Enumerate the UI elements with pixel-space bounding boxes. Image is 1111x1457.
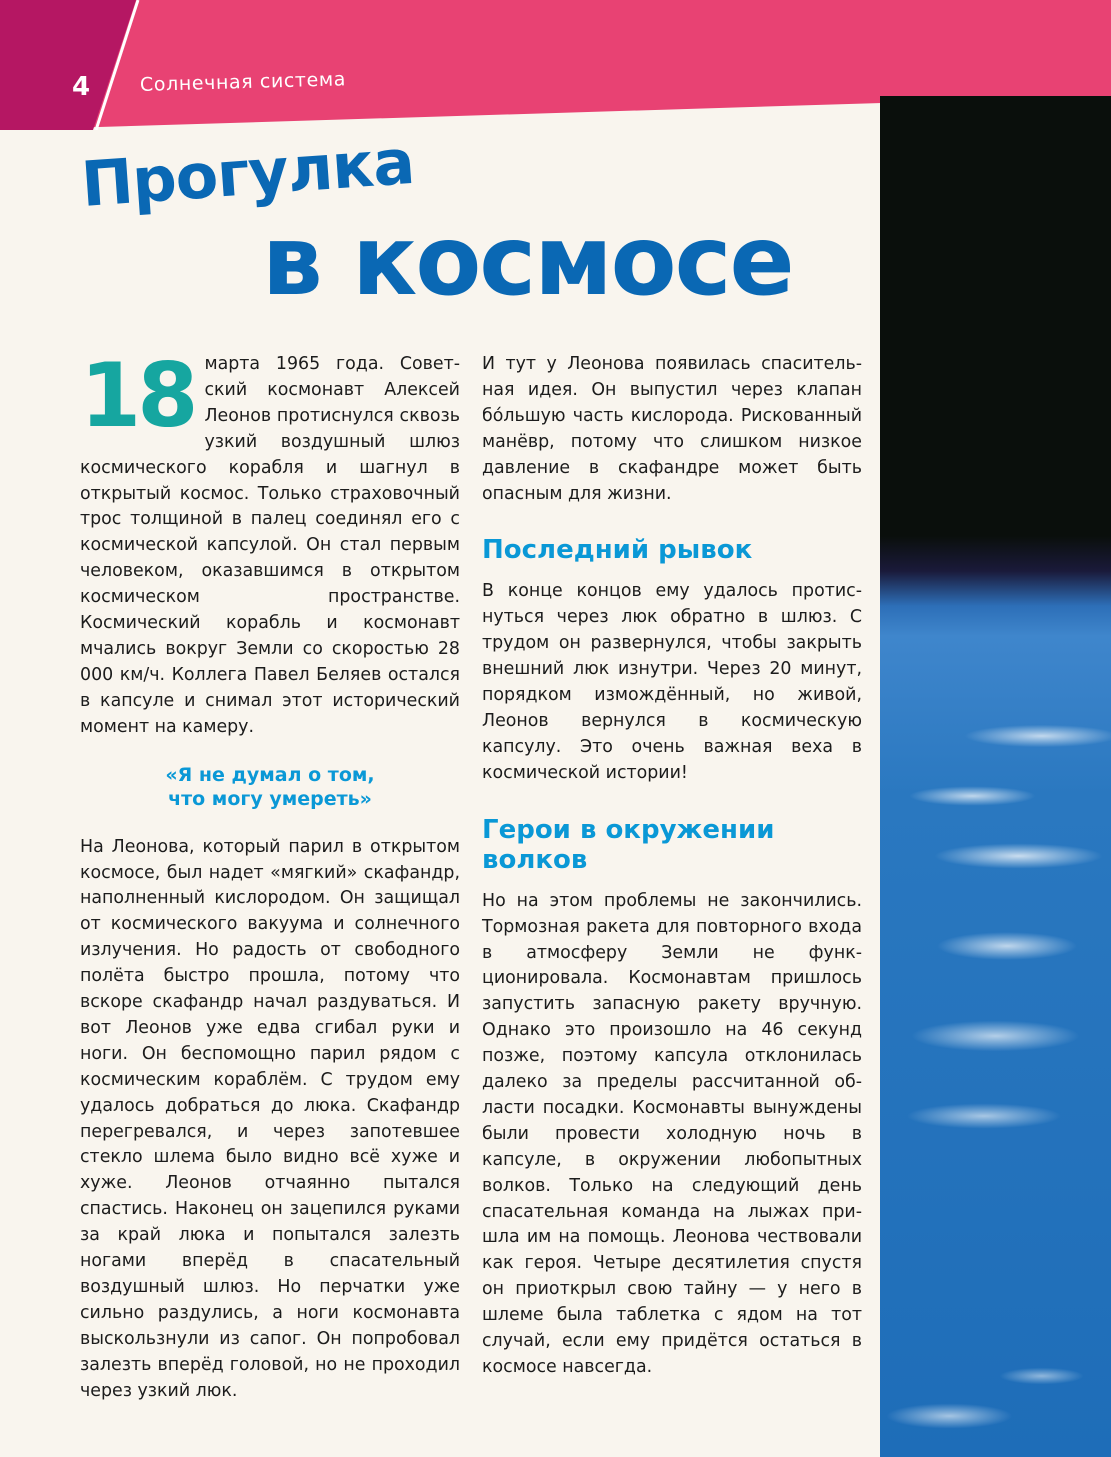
right-column <box>482 352 862 1381</box>
dropcap-number: 18 <box>80 344 195 447</box>
left-column <box>80 344 460 1405</box>
pull-quote <box>80 763 460 811</box>
body-paragraph: На Леонова, который парил в открытом космосе, был надет «мягкий» скафандр, наполненный кислородом. Он защищал от космического вакуума и солнечного излучения. Но радость от свободного полёта быстро прошла, потому что вскоре скафандр начал раздуваться. И вот Леонов уже едва сгибал руки и ноги. Он беспомощно парил рядом с космическим кораблём. С трудом ему удалось добраться до люка. Скафандр перегревался, и через запотевшее стекло шлема было видно всё хуже и хуже. Леонов отчаянно пытался спастись. Наконец он зацепился руками за край люка и попытался залезть ногами вперёд в спасательный воздушный шлюз. Но перчатки уже сильно раздулись, а ноги космонавта выскользнули из сапог. Он попробовал залезть вперёд головой, но не проходил через узкий люк. <box>80 836 460 1401</box>
paragraph-idea: И тут у Леонова появилась спасительная идея. Он выпустил через клапан бóльшую часть кислорода. Рискованный манёвр, потому что слишком низкое давление в скафандре может быть опасным для жизни. <box>482 354 862 504</box>
page-number: 4 <box>72 72 91 102</box>
earth-from-space-photo <box>880 96 1111 1457</box>
article-title-line1: Прогулка <box>78 124 417 221</box>
subheading-heroes-wolves: Герои в окружении волков <box>482 814 775 875</box>
section-title: Солнечная система <box>139 68 347 96</box>
pull-quote-line1: «Я не думал о том, <box>165 763 375 786</box>
intro-paragraph <box>80 344 460 741</box>
intro-text: марта 1965 года. Советский космонавт Алексей Леонов протиснулся сквозь узкий воздушный шлюз космического корабля и шагнул в открытый космос. Только страховочный трос толщиной в палец соединял его с космической капсулой. Он стал первым человеком, оказавшимся в открытом космическом пространстве. Космический корабль и космонавт мчались вокруг Земли со скоростью 28 000 км/ч. Коллега Павел Беляев остался в капсуле и снимал этот исторический момент на камеру. <box>80 354 460 737</box>
subheading-last-push: Последний рывок <box>482 535 753 566</box>
paragraph-return: В конце концов ему удалось протиснуться через люк обратно в шлюз. С трудом он развернулся, чтобы закрыть внешний люк изнутри. Через 20 минут, порядком измождённый, но живой, Леонов вернулся в космическую капсулу. Это очень важная веха в космической истории! <box>482 581 862 783</box>
article-title-line2: в космосе <box>262 205 793 317</box>
pull-quote-line2: что могу умереть» <box>168 787 372 810</box>
paragraph-landing: Но на этом проблемы не закончились. Тормозная ракета для повторного входа в атмосферу Земли не функционировала. Космонавтам пришлось запустить запасную ракету вручную. Однако это произошло на 46 секунд позже, поэтому капсула отклонилась далеко за пределы рассчитанной области посадки. Космонавты вынуждены были провести холодную ночь в капсуле, в окружении любопытных волков. Только на следующий день спасательная команда на лыжах пришла им на помощь. Леонова чествовали как героя. Четыре десятилетия спустя он приоткрыл свою тайну — у него в шлеме была таблетка с ядом на тот случай, если ему придётся остаться в космосе навсегда. <box>482 890 862 1377</box>
